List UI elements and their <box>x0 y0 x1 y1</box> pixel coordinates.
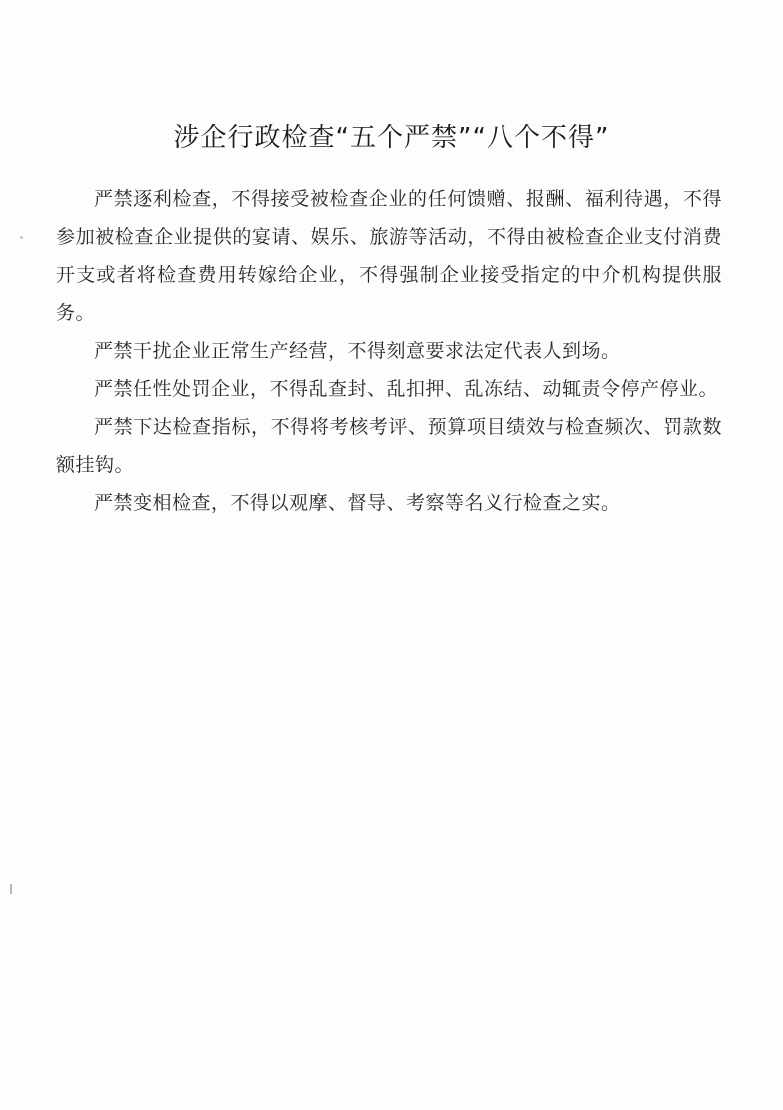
scan-speck <box>10 884 12 894</box>
paragraph-3: 严禁任性处罚企业，不得乱查封、乱扣押、乱冻结、动辄责令停产停业。 <box>94 378 719 400</box>
document-body <box>56 180 722 522</box>
paragraph-2: 严禁干扰企业正常生产经营，不得刻意要求法定代表人到场。 <box>94 340 621 362</box>
paragraph-5: 严禁变相检查，不得以观摩、督导、考察等名义行检查之实。 <box>94 492 621 514</box>
scan-speck <box>20 236 23 239</box>
paragraph-4: 严禁下达检查指标，不得将考核考评、预算项目绩效与检查频次、罚款数额挂钩。 <box>56 416 722 476</box>
paragraph-1: 严禁逐利检查，不得接受被检查企业的任何馈赠、报酬、福利待遇，不得参加被检查企业提供的宴请、娱乐、旅游等活动，不得由被检查企业支付消费开支或者将检查费用转嫁给企业，不得强制企业接受指定的中介机构提供服务。 <box>56 188 722 324</box>
document-title: 涉企行政检查“五个严禁”“八个不得” <box>173 123 610 153</box>
